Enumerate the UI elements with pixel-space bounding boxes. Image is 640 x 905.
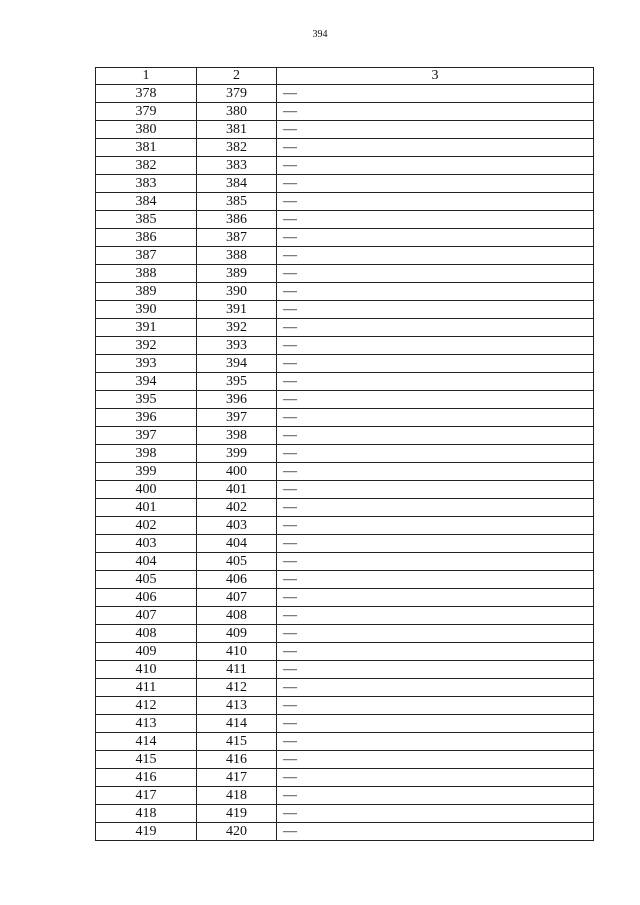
table-row xyxy=(96,697,594,715)
table-cell-col-1: 413 xyxy=(96,715,197,733)
table-cell-col-1: 410 xyxy=(96,661,197,679)
table-cell-col-1: 402 xyxy=(96,517,197,535)
table-cell-col-1: 398 xyxy=(96,445,197,463)
table-cell-col-1: 381 xyxy=(96,139,197,157)
table-cell-col-3: — xyxy=(277,607,594,625)
table-cell-col-2: 416 xyxy=(197,751,277,769)
table-cell-col-1: 407 xyxy=(96,607,197,625)
table-cell-col-1: 404 xyxy=(96,553,197,571)
table-cell-col-1: 390 xyxy=(96,301,197,319)
table-cell-col-3: — xyxy=(277,733,594,751)
table-row xyxy=(96,445,594,463)
table-cell-col-3: — xyxy=(277,445,594,463)
table-cell-col-2: 419 xyxy=(197,805,277,823)
table-row xyxy=(96,787,594,805)
table-row xyxy=(96,229,594,247)
table-cell-col-3: — xyxy=(277,697,594,715)
table-cell-col-2: 412 xyxy=(197,679,277,697)
table-cell-col-1: 383 xyxy=(96,175,197,193)
table-row xyxy=(96,103,594,121)
table-cell-col-3: — xyxy=(277,715,594,733)
table-row xyxy=(96,643,594,661)
table-cell-col-1: 417 xyxy=(96,787,197,805)
table-cell-col-3: — xyxy=(277,373,594,391)
table-cell-col-2: 382 xyxy=(197,139,277,157)
table-row xyxy=(96,679,594,697)
table-row xyxy=(96,319,594,337)
table-cell-col-3: — xyxy=(277,103,594,121)
column-header-3: 3 xyxy=(277,68,594,85)
table-cell-col-2: 409 xyxy=(197,625,277,643)
data-table xyxy=(95,67,594,841)
table-cell-col-3: — xyxy=(277,121,594,139)
table-row xyxy=(96,175,594,193)
table-cell-col-1: 387 xyxy=(96,247,197,265)
table-cell-col-3: — xyxy=(277,625,594,643)
table-cell-col-3: — xyxy=(277,481,594,499)
table-row xyxy=(96,301,594,319)
table-cell-col-2: 410 xyxy=(197,643,277,661)
table-cell-col-1: 418 xyxy=(96,805,197,823)
table-cell-col-1: 405 xyxy=(96,571,197,589)
table-cell-col-3: — xyxy=(277,787,594,805)
table-cell-col-2: 407 xyxy=(197,589,277,607)
table-cell-col-1: 397 xyxy=(96,427,197,445)
table-cell-col-2: 390 xyxy=(197,283,277,301)
table-cell-col-1: 394 xyxy=(96,373,197,391)
table-cell-col-1: 414 xyxy=(96,733,197,751)
table-row xyxy=(96,571,594,589)
table-cell-col-1: 408 xyxy=(96,625,197,643)
table-cell-col-1: 396 xyxy=(96,409,197,427)
table-row xyxy=(96,805,594,823)
table-row xyxy=(96,373,594,391)
table-cell-col-2: 396 xyxy=(197,391,277,409)
table-cell-col-2: 417 xyxy=(197,769,277,787)
table-cell-col-1: 384 xyxy=(96,193,197,211)
table-cell-col-1: 401 xyxy=(96,499,197,517)
table-cell-col-2: 397 xyxy=(197,409,277,427)
table-cell-col-1: 399 xyxy=(96,463,197,481)
table-row xyxy=(96,265,594,283)
table-cell-col-1: 379 xyxy=(96,103,197,121)
table-cell-col-3: — xyxy=(277,193,594,211)
table-cell-col-2: 386 xyxy=(197,211,277,229)
table-row xyxy=(96,733,594,751)
table-cell-col-2: 420 xyxy=(197,823,277,841)
table-cell-col-1: 403 xyxy=(96,535,197,553)
table-cell-col-1: 412 xyxy=(96,697,197,715)
table-body xyxy=(96,85,594,841)
table-cell-col-3: — xyxy=(277,85,594,103)
table-row xyxy=(96,607,594,625)
table-cell-col-1: 409 xyxy=(96,643,197,661)
table-row xyxy=(96,553,594,571)
table-row xyxy=(96,337,594,355)
table-row xyxy=(96,283,594,301)
table-row xyxy=(96,391,594,409)
table-cell-col-2: 379 xyxy=(197,85,277,103)
table-row xyxy=(96,499,594,517)
table-cell-col-2: 404 xyxy=(197,535,277,553)
table-cell-col-1: 389 xyxy=(96,283,197,301)
table-cell-col-3: — xyxy=(277,175,594,193)
table-cell-col-3: — xyxy=(277,751,594,769)
table-cell-col-3: — xyxy=(277,463,594,481)
table-cell-col-2: 398 xyxy=(197,427,277,445)
table-cell-col-1: 388 xyxy=(96,265,197,283)
column-header-1: 1 xyxy=(96,68,197,85)
table-cell-col-3: — xyxy=(277,517,594,535)
column-header-2: 2 xyxy=(197,68,277,85)
table-cell-col-2: 403 xyxy=(197,517,277,535)
table-cell-col-2: 418 xyxy=(197,787,277,805)
table-cell-col-2: 411 xyxy=(197,661,277,679)
table-cell-col-2: 406 xyxy=(197,571,277,589)
table-row xyxy=(96,463,594,481)
table-row xyxy=(96,85,594,103)
table-cell-col-3: — xyxy=(277,229,594,247)
table-cell-col-3: — xyxy=(277,427,594,445)
table-cell-col-3: — xyxy=(277,679,594,697)
table-cell-col-3: — xyxy=(277,661,594,679)
table-cell-col-1: 395 xyxy=(96,391,197,409)
table-row xyxy=(96,715,594,733)
table-row xyxy=(96,355,594,373)
table-cell-col-3: — xyxy=(277,823,594,841)
table-cell-col-3: — xyxy=(277,499,594,517)
table-row xyxy=(96,517,594,535)
table-row xyxy=(96,769,594,787)
table-cell-col-2: 415 xyxy=(197,733,277,751)
table-cell-col-2: 389 xyxy=(197,265,277,283)
table-cell-col-2: 383 xyxy=(197,157,277,175)
table-cell-col-2: 380 xyxy=(197,103,277,121)
table-cell-col-1: 411 xyxy=(96,679,197,697)
table-cell-col-3: — xyxy=(277,337,594,355)
table-row xyxy=(96,247,594,265)
table-cell-col-2: 388 xyxy=(197,247,277,265)
table-cell-col-3: — xyxy=(277,301,594,319)
table-cell-col-3: — xyxy=(277,355,594,373)
table-cell-col-2: 384 xyxy=(197,175,277,193)
table-cell-col-3: — xyxy=(277,139,594,157)
table-cell-col-1: 391 xyxy=(96,319,197,337)
table-row xyxy=(96,427,594,445)
table-cell-col-2: 400 xyxy=(197,463,277,481)
table-cell-col-2: 394 xyxy=(197,355,277,373)
table-cell-col-2: 413 xyxy=(197,697,277,715)
table-cell-col-3: — xyxy=(277,589,594,607)
table-row xyxy=(96,481,594,499)
table-cell-col-1: 406 xyxy=(96,589,197,607)
table-cell-col-2: 381 xyxy=(197,121,277,139)
table-cell-col-1: 380 xyxy=(96,121,197,139)
table-cell-col-3: — xyxy=(277,391,594,409)
table-row xyxy=(96,751,594,769)
table-cell-col-2: 414 xyxy=(197,715,277,733)
table-cell-col-3: — xyxy=(277,571,594,589)
table-cell-col-3: — xyxy=(277,409,594,427)
table-cell-col-3: — xyxy=(277,319,594,337)
table-cell-col-2: 393 xyxy=(197,337,277,355)
table-row xyxy=(96,157,594,175)
table-row xyxy=(96,211,594,229)
table-cell-col-2: 385 xyxy=(197,193,277,211)
table-row xyxy=(96,139,594,157)
table-cell-col-1: 382 xyxy=(96,157,197,175)
table-cell-col-1: 386 xyxy=(96,229,197,247)
page-number: 394 xyxy=(312,29,328,40)
table-row xyxy=(96,661,594,679)
table-cell-col-1: 415 xyxy=(96,751,197,769)
table-cell-col-3: — xyxy=(277,157,594,175)
table-cell-col-3: — xyxy=(277,265,594,283)
table-cell-col-1: 416 xyxy=(96,769,197,787)
table-row xyxy=(96,625,594,643)
table-cell-col-2: 395 xyxy=(197,373,277,391)
table-cell-col-1: 378 xyxy=(96,85,197,103)
table-cell-col-3: — xyxy=(277,553,594,571)
table-cell-col-1: 419 xyxy=(96,823,197,841)
table-row xyxy=(96,535,594,553)
table-cell-col-2: 392 xyxy=(197,319,277,337)
table-row xyxy=(96,409,594,427)
table-cell-col-3: — xyxy=(277,535,594,553)
header-row xyxy=(96,68,594,85)
table-cell-col-3: — xyxy=(277,643,594,661)
table-cell-col-3: — xyxy=(277,769,594,787)
table-cell-col-1: 400 xyxy=(96,481,197,499)
table-row xyxy=(96,121,594,139)
table-row xyxy=(96,193,594,211)
table-cell-col-1: 392 xyxy=(96,337,197,355)
table-cell-col-2: 402 xyxy=(197,499,277,517)
table-cell-col-2: 401 xyxy=(197,481,277,499)
table-row xyxy=(96,823,594,841)
table-cell-col-2: 405 xyxy=(197,553,277,571)
table-cell-col-2: 399 xyxy=(197,445,277,463)
table-cell-col-1: 385 xyxy=(96,211,197,229)
table-cell-col-2: 387 xyxy=(197,229,277,247)
table-cell-col-3: — xyxy=(277,283,594,301)
table-cell-col-3: — xyxy=(277,805,594,823)
table-cell-col-1: 393 xyxy=(96,355,197,373)
table-header xyxy=(96,68,594,85)
table-cell-col-2: 391 xyxy=(197,301,277,319)
table-cell-col-3: — xyxy=(277,211,594,229)
table-row xyxy=(96,589,594,607)
table-cell-col-2: 408 xyxy=(197,607,277,625)
table-cell-col-3: — xyxy=(277,247,594,265)
